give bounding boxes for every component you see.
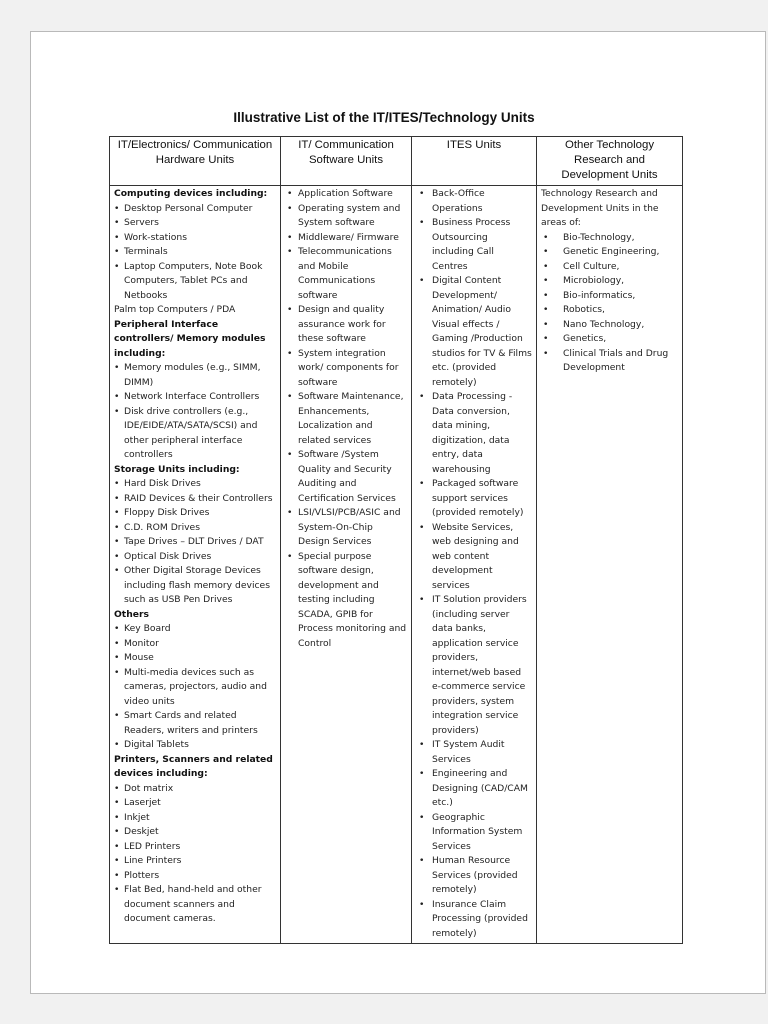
- hardware-list-item: • Flat Bed, hand-held and other document scanners and document cameras.: [114, 883, 276, 927]
- ites-list-item: • Human Resource Services (provided remotely): [416, 854, 532, 898]
- ites-list-item: • Website Services, web designing and web content development services: [416, 521, 532, 594]
- hardware-list-item: • Line Printers: [114, 854, 276, 869]
- hardware-list-item: • Deskjet: [114, 825, 276, 840]
- hardware-list-item: • Hard Disk Drives: [114, 477, 276, 492]
- technology-units-table: [109, 136, 683, 944]
- hardware-list-item: • Key Board: [114, 622, 276, 637]
- hardware-plain-item: Palm top Computers / PDA: [114, 304, 236, 315]
- column-header-other-technology: Other Technology Research and Development Units: [537, 137, 683, 186]
- hardware-section-heading: Peripheral Interface controllers/ Memory modules including:: [114, 318, 266, 359]
- other-technology-list-item: • Robotics,: [541, 303, 678, 318]
- table-header-row: [110, 137, 683, 186]
- other-technology-list-item: • Clinical Trials and Drug Development: [541, 347, 678, 376]
- hardware-list-item: • Desktop Personal Computer: [114, 202, 276, 217]
- hardware-bullet-list: [114, 477, 276, 608]
- column-header-hardware: IT/Electronics/ Communication Hardware Units: [110, 137, 281, 186]
- ites-units-list: [416, 187, 532, 941]
- column-header-ites: ITES Units: [412, 137, 537, 186]
- hardware-list-item: • Network Interface Controllers: [114, 390, 276, 405]
- hardware-list-item: • LED Printers: [114, 840, 276, 855]
- hardware-list-item: • RAID Devices & their Controllers: [114, 492, 276, 507]
- column-header-software: IT/ Communication Software Units: [281, 137, 412, 186]
- software-list-item: • Software /System Quality and Security Auditing and Certification Services: [285, 448, 407, 506]
- document-page: [30, 31, 766, 994]
- table-body-row: [110, 186, 683, 944]
- other-technology-list-item: • Microbiology,: [541, 274, 678, 289]
- hardware-bullet-list: [114, 202, 276, 304]
- hardware-list-item: • Laptop Computers, Note Book Computers, Tablet PCs and Netbooks: [114, 260, 276, 304]
- software-units-list: [285, 187, 407, 651]
- ites-units-cell: [412, 186, 537, 944]
- ites-list-item: • Insurance Claim Processing (provided remotely): [416, 898, 532, 942]
- hardware-bullet-list: [114, 782, 276, 927]
- hardware-bullet-list: [114, 361, 276, 463]
- document-title: Illustrative List of the IT/ITES/Technology Units: [233, 110, 535, 125]
- hardware-list-item: • Optical Disk Drives: [114, 550, 276, 565]
- hardware-units-cell: [110, 186, 281, 944]
- ites-list-item: • IT System Audit Services: [416, 738, 532, 767]
- ites-list-item: • Business Process Outsourcing including Call Centres: [416, 216, 532, 274]
- hardware-bullet-list: [114, 622, 276, 753]
- ites-list-item: • Engineering and Designing (CAD/CAM etc.): [416, 767, 532, 811]
- software-list-item: • Telecommunications and Mobile Communications software: [285, 245, 407, 303]
- software-list-item: • LSI/VLSI/PCB/ASIC and System-On-Chip Design Services: [285, 506, 407, 550]
- software-list-item: • Application Software: [285, 187, 407, 202]
- ites-list-item: • Data Processing - Data conversion, data mining, digitization, data entry, data warehousing: [416, 390, 532, 477]
- hardware-section-heading: Printers, Scanners and related devices including:: [114, 753, 273, 779]
- hardware-list-item: • Digital Tablets: [114, 738, 276, 753]
- other-technology-list-item: • Nano Technology,: [541, 318, 678, 333]
- hardware-list-item: • Terminals: [114, 245, 276, 260]
- other-technology-list-item: • Cell Culture,: [541, 260, 678, 275]
- hardware-list-item: • Monitor: [114, 637, 276, 652]
- ites-list-item: • IT Solution providers (including server data banks, application service providers, internet/web based e-commerce service providers, system integration service providers): [416, 593, 532, 738]
- software-list-item: • Software Maintenance, Enhancements, Localization and related services: [285, 390, 407, 448]
- ites-list-item: • Packaged software support services (provided remotely): [416, 477, 532, 521]
- hardware-list-item: • Smart Cards and related Readers, writers and printers: [114, 709, 276, 738]
- hardware-list-item: • Plotters: [114, 869, 276, 884]
- hardware-list-item: • Work-stations: [114, 231, 276, 246]
- hardware-section-heading: Storage Units including:: [114, 463, 240, 475]
- hardware-list-item: • Multi-media devices such as cameras, projectors, audio and video units: [114, 666, 276, 710]
- hardware-list-item: • Floppy Disk Drives: [114, 506, 276, 521]
- hardware-list-item: • Dot matrix: [114, 782, 276, 797]
- other-technology-intro: Technology Research and Development Units in the areas of:: [541, 188, 659, 228]
- hardware-section-heading: Others: [114, 608, 149, 620]
- hardware-list-item: • Mouse: [114, 651, 276, 666]
- hardware-list-item: • C.D. ROM Drives: [114, 521, 276, 536]
- hardware-list-item: • Other Digital Storage Devices including flash memory devices such as USB Pen Drives: [114, 564, 276, 608]
- hardware-list-item: • Inkjet: [114, 811, 276, 826]
- software-list-item: • Middleware/ Firmware: [285, 231, 407, 246]
- software-list-item: • Design and quality assurance work for these software: [285, 303, 407, 347]
- software-list-item: • Operating system and System software: [285, 202, 407, 231]
- hardware-list-item: • Servers: [114, 216, 276, 231]
- hardware-list-item: • Tape Drives – DLT Drives / DAT: [114, 535, 276, 550]
- other-technology-list-item: • Bio-informatics,: [541, 289, 678, 304]
- ites-list-item: • Digital Content Development/ Animation/ Audio Visual effects / Gaming /Production studios for TV & Films etc. (provided remotely): [416, 274, 532, 390]
- ites-list-item: • Back-Office Operations: [416, 187, 532, 216]
- hardware-list-item: • Memory modules (e.g., SIMM, DIMM): [114, 361, 276, 390]
- software-list-item: • System integration work/ components for software: [285, 347, 407, 391]
- hardware-list-item: • Disk drive controllers (e.g., IDE/EIDE/ATA/SATA/SCSI) and other peripheral interface controllers: [114, 405, 276, 463]
- other-technology-list-item: • Bio-Technology,: [541, 231, 678, 246]
- hardware-list-item: • Laserjet: [114, 796, 276, 811]
- software-list-item: • Special purpose software design, development and testing including SCADA, GPIB for Process monitoring and Control: [285, 550, 407, 652]
- software-units-cell: [281, 186, 412, 944]
- other-technology-list-item: • Genetics,: [541, 332, 678, 347]
- hardware-section-heading: Computing devices including:: [114, 188, 268, 199]
- other-technology-list-item: • Genetic Engineering,: [541, 245, 678, 260]
- ites-list-item: • Geographic Information System Services: [416, 811, 532, 855]
- other-technology-list: [541, 231, 678, 376]
- other-technology-cell: [537, 186, 683, 944]
